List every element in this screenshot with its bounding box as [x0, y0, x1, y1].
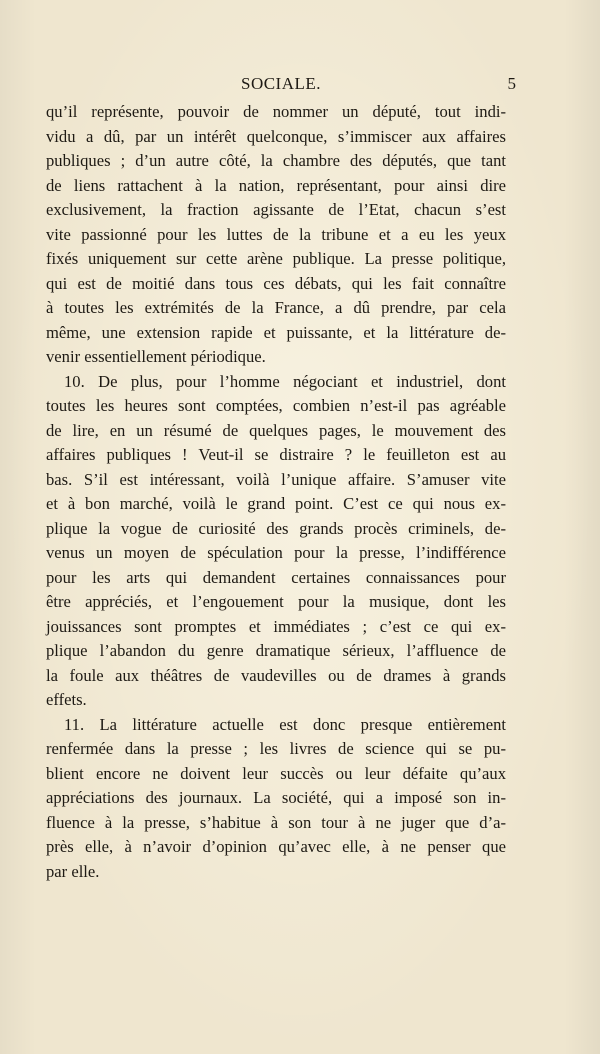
text-line: vidu a dû, par un intérêt quelconque, s’immiscer aux affaires: [46, 126, 506, 146]
text-line: pour les arts qui demandent certaines connaissances pour: [46, 567, 506, 587]
body-text: [46, 100, 506, 884]
text-line: 10. De plus, pour l’homme négociant et industriel, dont: [64, 371, 506, 391]
text-line: venus un moyen de spéculation pour la presse, l’indifférence: [46, 543, 506, 562]
text-line: venir essentiellement périodique.: [46, 347, 266, 366]
running-title: SOCIALE.: [240, 74, 322, 93]
text-line: fluence à la presse, s’habitue à son tour à ne juger que d’a-: [46, 812, 506, 832]
running-head: [46, 74, 516, 98]
text-line: qu’il représente, pouvoir de nommer un député, tout indi-: [46, 102, 506, 121]
text-line: appréciations des journaux. La société, qui a imposé son in-: [46, 788, 506, 807]
text-line: renfermée dans la presse ; les livres de science qui se pu-: [46, 739, 506, 758]
text-line: effets.: [46, 690, 87, 709]
text-line: exclusivement, la fraction agissante de l’Etat, chacun s’est: [46, 200, 506, 219]
text-line: à toutes les extrémités de la France, a dû prendre, par cela: [46, 298, 506, 317]
text-line: être appréciés, et l’engouement pour la musique, dont les: [46, 592, 506, 611]
text-line: la foule aux théâtres de vaudevilles ou de drames à grands: [46, 665, 506, 685]
text-line: vite passionné pour les luttes de la tribune et a eu les yeux: [46, 224, 506, 244]
text-line: de liens rattachent à la nation, représentant, pour ainsi dire: [46, 175, 506, 195]
text-line: et à bon marché, voilà le grand point. C’est ce qui nous ex-: [46, 494, 506, 513]
text-line: bas. S’il est intéressant, voilà l’unique affaire. S’amuser vite: [46, 469, 506, 489]
text-line: publiques ; d’un autre côté, la chambre des députés, que tant: [46, 151, 506, 170]
text-line: 11. La littérature actuelle est donc presque entièrement: [64, 714, 506, 734]
text-line: jouissances sont promptes et immédiates ; c’est ce qui ex-: [46, 616, 506, 636]
text-line: même, une extension rapide et puissante, et la littérature de-: [46, 322, 506, 342]
text-line: plique la vogue de curiosité des grands procès criminels, de-: [46, 518, 506, 538]
page-number: 5: [507, 74, 516, 93]
text-line: qui est de moitié dans tous ces débats, qui les fait connaître: [46, 273, 506, 293]
text-line: affaires publiques ! Veut-il se distraire ? le feuilleton est au: [46, 445, 506, 464]
text-line: de lire, en un résumé de quelques pages, le mouvement des: [46, 420, 506, 440]
text-line: par elle.: [46, 861, 100, 881]
text-line: près elle, à n’avoir d’opinion qu’avec elle, à ne penser que: [46, 837, 506, 856]
text-line: plique l’abandon du genre dramatique sérieux, l’affluence de: [46, 641, 506, 660]
text-line: toutes les heures sont comptées, combien n’est-il pas agréable: [46, 396, 506, 415]
text-line: blient encore ne doivent leur succès ou leur défaite qu’aux: [46, 763, 506, 783]
text-line: fixés uniquement sur cette arène publique. La presse politique,: [46, 249, 506, 268]
